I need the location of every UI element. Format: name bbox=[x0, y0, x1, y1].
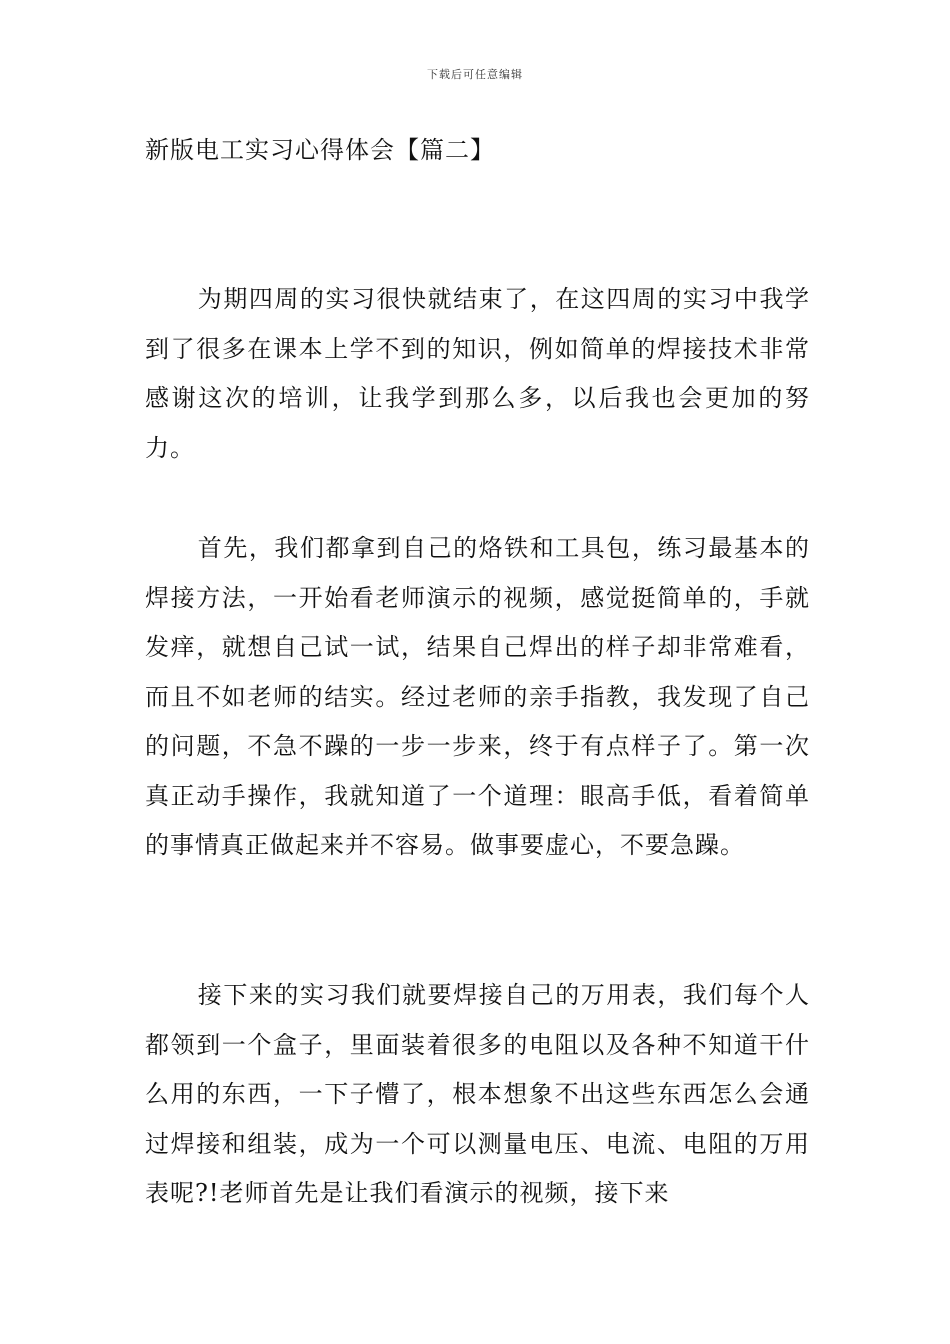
paragraph-3: 接下来的实习我们就要焊接自己的万用表，我们每个人都领到一个盒子，里面装着很多的电阻以及各种不知道干什么用的东西，一下子懵了，根本想象不出这些东西怎么会通过焊接和组装，成为一个可以测量电压、电流、电阻的万用表呢?!老师首先是让我们看演示的视频，接下来 bbox=[145, 981, 810, 1207]
document-title: 新版电工实习心得体会【篇二】 bbox=[145, 136, 495, 164]
paragraph-1-block bbox=[145, 275, 810, 473]
paragraph-2: 首先，我们都拿到自己的烙铁和工具包，练习最基本的焊接方法，一开始看老师演示的视频，感觉挺简单的，手就发痒，就想自己试一试，结果自己焊出的样子却非常难看，而且不如老师的结实。经过老师的亲手指教，我发现了自己的问题，不急不躁的一步一步来，终于有点样子了。第一次真正动手操作，我就知道了一个道理：眼高手低，看着简单的事情真正做起来并不容易。做事要虚心，不要急躁。 bbox=[145, 534, 810, 859]
header-note: 下载后可任意编辑 bbox=[427, 68, 523, 81]
paragraph-3-block bbox=[145, 971, 810, 1219]
paragraph-1: 为期四周的实习很快就结束了，在这四周的实习中我学到了很多在课本上学不到的知识，例如简单的焊接技术非常感谢这次的培训，让我学到那么多，以后我也会更加的努力。 bbox=[145, 285, 810, 462]
paragraph-2-block bbox=[145, 524, 810, 871]
